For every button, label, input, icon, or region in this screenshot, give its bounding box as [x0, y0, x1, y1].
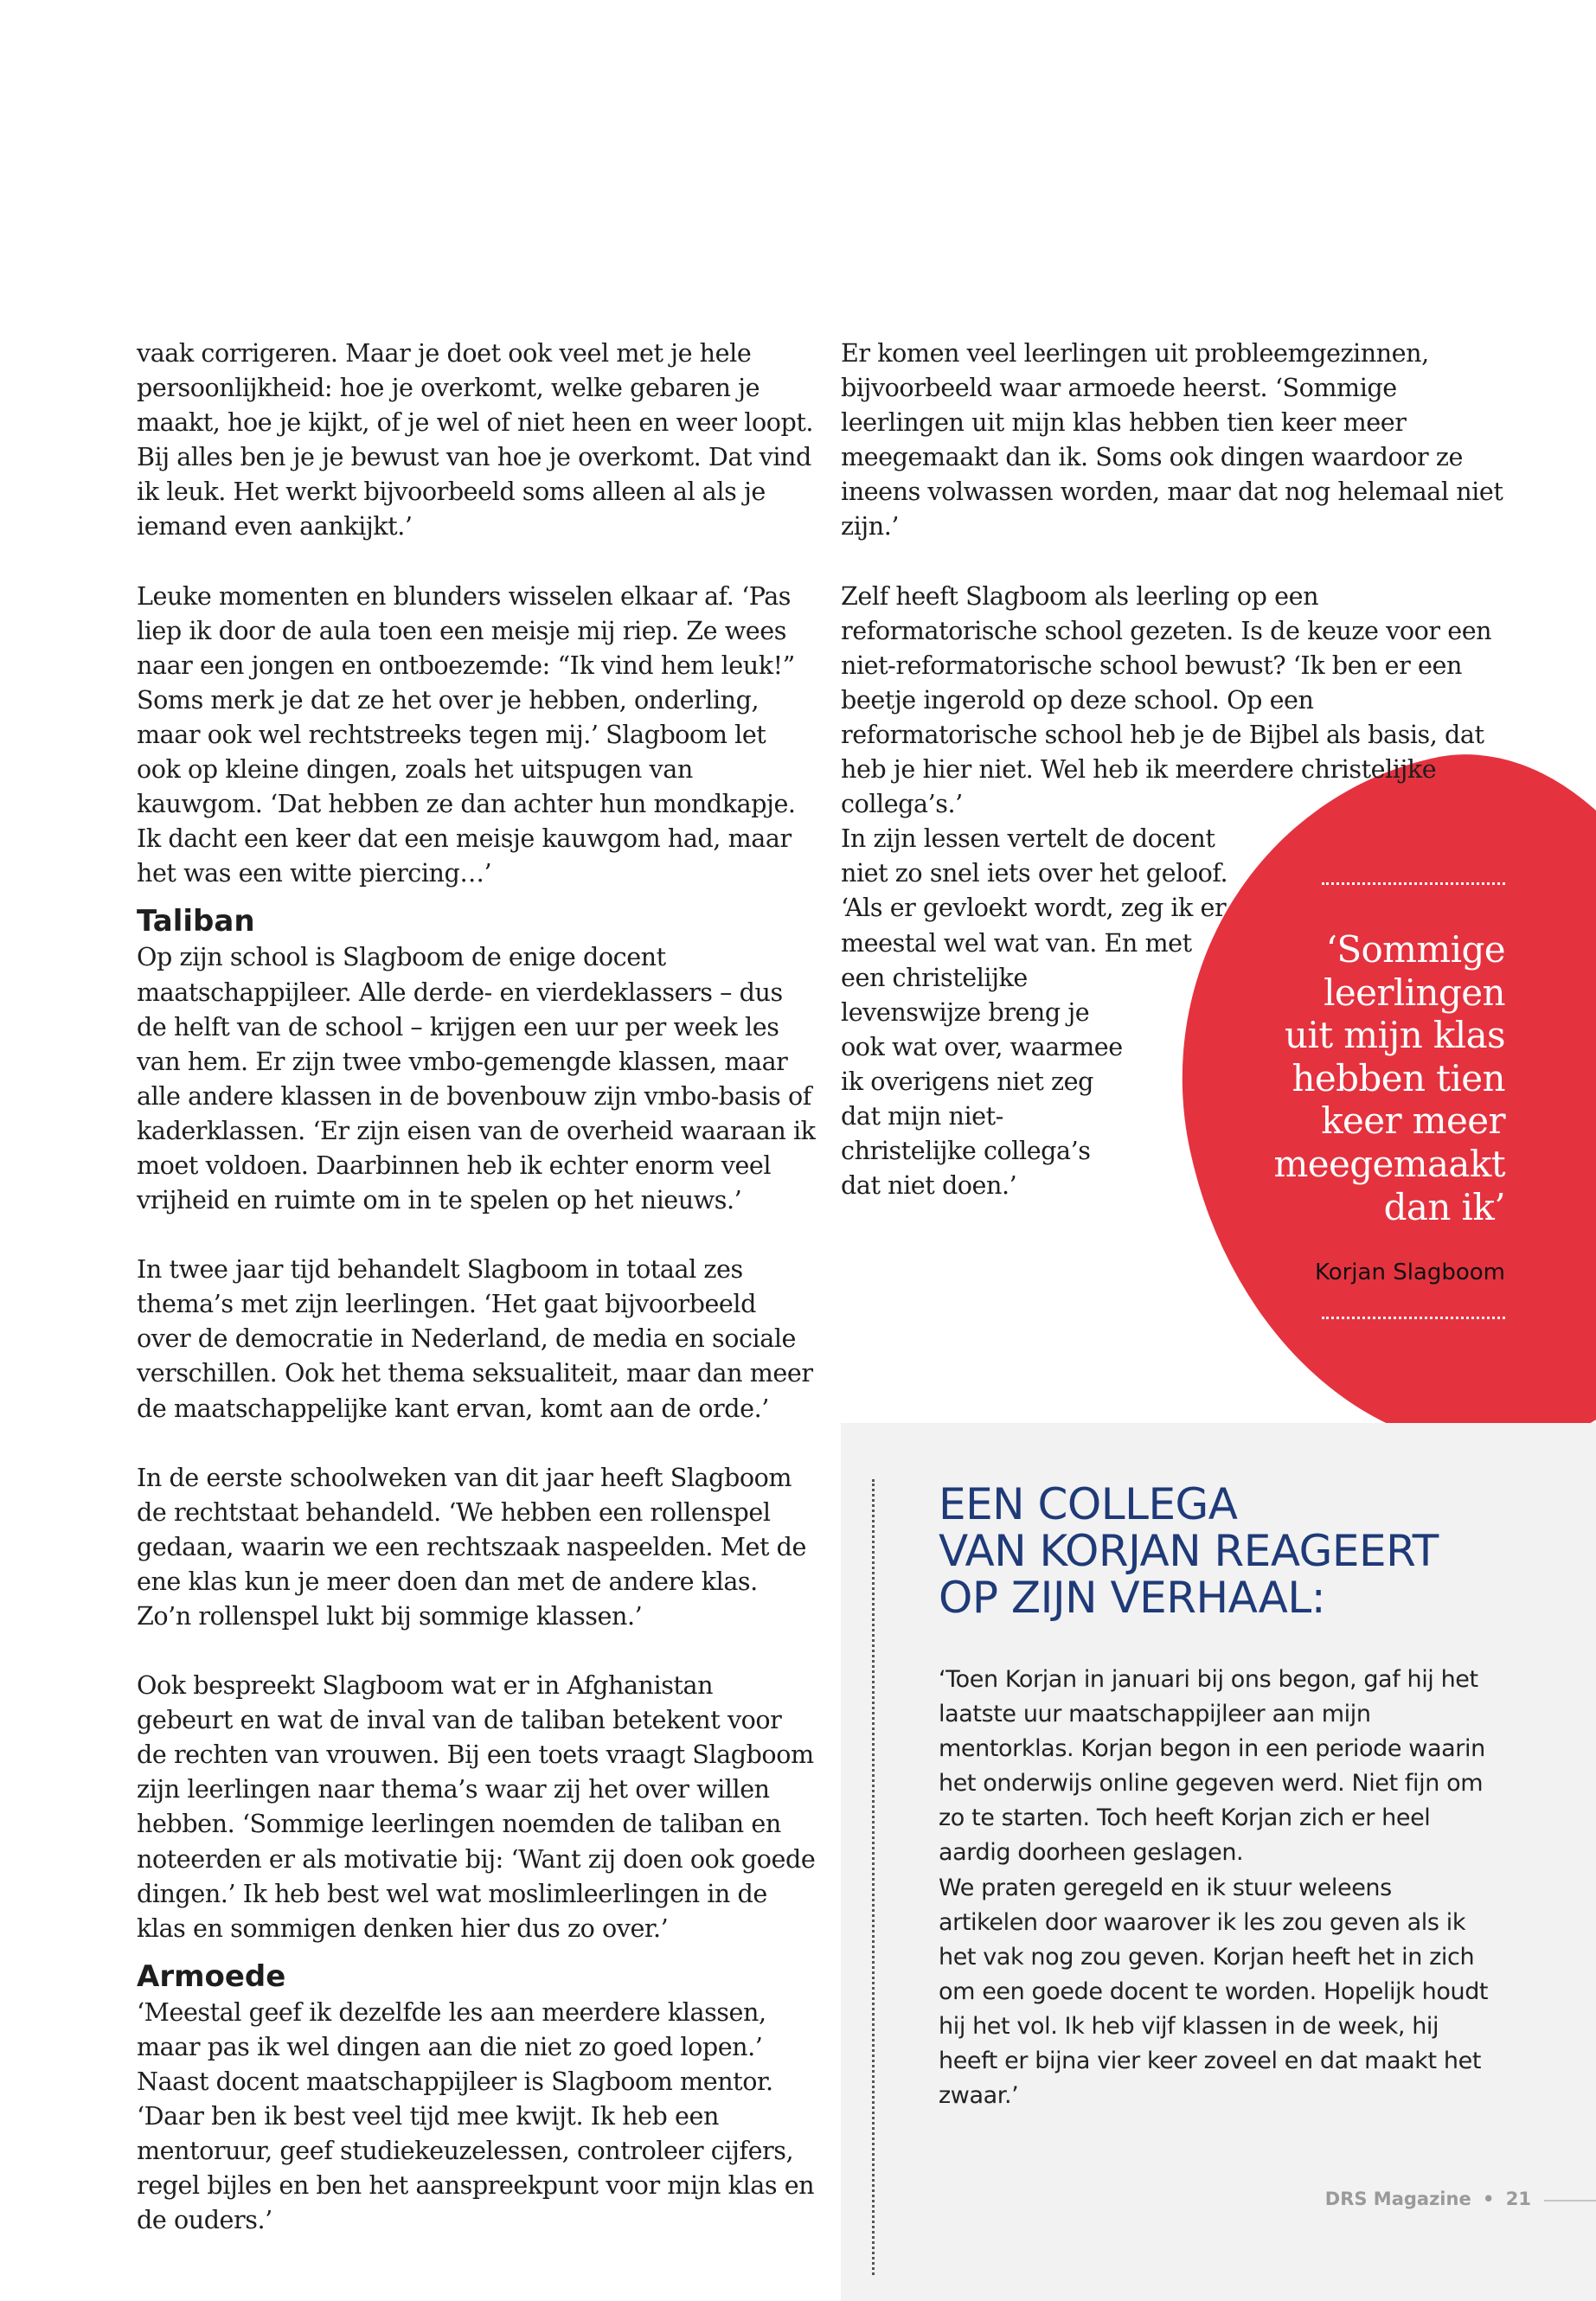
page-number: 21: [1505, 2189, 1531, 2209]
pull-quote-text: ‘Sommige leerlingen uit mijn klas hebben tien keer meer meegemaakt dan ik’: [1273, 928, 1505, 1228]
paragraph: Leuke momenten en blunders wisselen elkaar af. ‘Pas liep ik door de aula toen een meisje mij riep. Ze wees naar een jongen en ontboezemde: “Ik vind hem leuk!” Soms merk je dat ze het over je hebben, onderling, maar ook wel rechtstreeks tegen mij.’ Slagboom let ook op kleine dingen, zoals het uitspugen van kauwgom. ‘Dat hebben ze dan achter hun mondkapje. Ik dacht een keer dat een meisje kauwgom had, maar het was een witte piercing…’: [137, 580, 796, 888]
sidebar-title: EEN COLLEGA VAN KORJAN REAGEERT OP ZIJN VERHAAL:: [939, 1479, 1439, 1623]
section-heading-armoede: Armoede: [137, 1958, 286, 1994]
paragraph: Er komen veel leerlingen uit probleemgezinnen, bijvoorbeeld waar armoede heerst. ‘Sommige leerlingen uit mijn klas hebben tien keer meer meegemaakt dan ik. Soms ook dingen waardoor ze ineens volwassen worden, maar dat nog helemaal niet zijn.’: [841, 338, 1503, 542]
page-footer: [1272, 2189, 1531, 2209]
left-column: [137, 336, 816, 2238]
pull-quote: [1272, 882, 1505, 1319]
footer-separator: •: [1483, 2189, 1495, 2209]
paragraph: Op zijn school is Slagboom de enige docent maatschappijleer. Alle derde- en vierdeklassers – dus de helft van de school – krijgen een uur per week les van hem. Er zijn twee vmbo-gemengde klassen, maar alle andere klassen in de bovenbouw zijn vmbo-basis of kaderklassen. ‘Er zijn eisen van de overheid waaraan ik moet voldoen. Daarbinnen heb ik echter enorm veel vrijheid en ruimte om in te spelen op het nieuws.’: [137, 942, 816, 1215]
magazine-name: DRS Magazine: [1324, 2189, 1471, 2209]
paragraph: een christelijke levenswijze breng je ook wat over, waarmee ik overigens niet zeg dat mijn niet-christelijke collega’s dat niet doen.’: [841, 962, 1123, 1201]
footer-rule: [1544, 2200, 1596, 2202]
dotted-divider: [1322, 882, 1505, 885]
paragraph: vaak corrigeren. Maar je doet ook veel met je hele persoonlijkheid: hoe je overkomt, welke gebaren je maakt, hoe je kijkt, of je wel of niet heen en weer loopt. Bij alles ben je je bewust van hoe je overkomt. Dat vind ik leuk. Het werkt bijvoorbeeld soms alleen al als je iemand even aankijkt.’: [137, 338, 814, 542]
dotted-divider: [1322, 1317, 1505, 1319]
section-heading-taliban: Taliban: [137, 904, 255, 939]
paragraph: Ook bespreekt Slagboom wat er in Afghanistan gebeurt en wat de inval van de taliban betekent voor de rechten van vrouwen. Bij een toets vraagt Slagboom zijn leerlingen naar thema’s waar zij het over willen hebben. ‘Sommige leerlingen noemden de taliban en noteerden er als motivatie bij: ‘Want zij doen ook goede dingen.’ Ik heb best wel wat moslimleerlingen in de klas en sommigen denken hier dus zo over.’: [137, 1670, 816, 1943]
paragraph: ‘Meestal geef ik dezelfde les aan meerdere klassen, maar pas ik wel dingen aan die niet zo goed lopen.’ Naast docent maatschappijleer is Slagboom mentor. ‘Daar ben ik best veel tijd mee kwijt. Ik heb een mentoruur, geef studiekeuzelessen, controleer cijfers, regel bijles en ben het aanspreekpunt voor mijn klas en de ouders.’: [137, 1997, 815, 2235]
sidebar-body: ‘Toen Korjan in januari bij ons begon, gaf hij het laatste uur maatschappijleer aan mijn mentorklas. Korjan begon in een periode waarin het onderwijs online gegeven werd. Niet fijn om zo te starten. Toch heeft Korjan zich er heel aardig doorheen geslagen. We praten geregeld en ik stuur weleens artikelen door waarover ik les zou geven als ik het vak nog zou geven. Korjan heeft het in zich om een goede docent te worden. Hopelijk houdt hij het vol. Ik heb vijf klassen in de week, hij heeft er bijna vier keer zoveel en dat maakt het zwaar.’: [939, 1666, 1489, 2110]
paragraph: In twee jaar tijd behandelt Slagboom in totaal zes thema’s met zijn leerlingen. ‘Het gaat bijvoorbeeld over de democratie in Nederland, de media en sociale verschillen. Ook het thema seksualiteit, maar dan meer de maatschappelijke kant ervan, komt aan de orde.’: [137, 1254, 813, 1423]
paragraph: Zelf heeft Slagboom als leerling op een reformatorische school gezeten. Is de keuze voor een niet-reformatorische school bewust? ‘Ik ben er een beetje ingerold op deze school. Op een reformatorische school heb je de Bijbel als basis, dat heb je hier niet. Wel heb ik meerdere christelijke collega’s.’: [841, 580, 1492, 819]
pull-quote-author: Korjan Slagboom: [1314, 1259, 1505, 1286]
dotted-vertical-rule: [872, 1479, 875, 2275]
paragraph: In de eerste schoolweken van dit jaar heeft Slagboom de rechtstaat behandeld. ‘We hebben een rollenspel gedaan, waarin we een rechtszaak naspeelden. Met de ene klas kun je meer doen dan met de andere klas. Zo’n rollenspel lukt bij sommige klassen.’: [137, 1462, 807, 1631]
paragraph: In zijn lessen vertelt de docent niet zo snel iets over het geloof. ‘Als er gevloekt wordt, zeg ik er meestal wel wat van. En met: [841, 824, 1228, 958]
